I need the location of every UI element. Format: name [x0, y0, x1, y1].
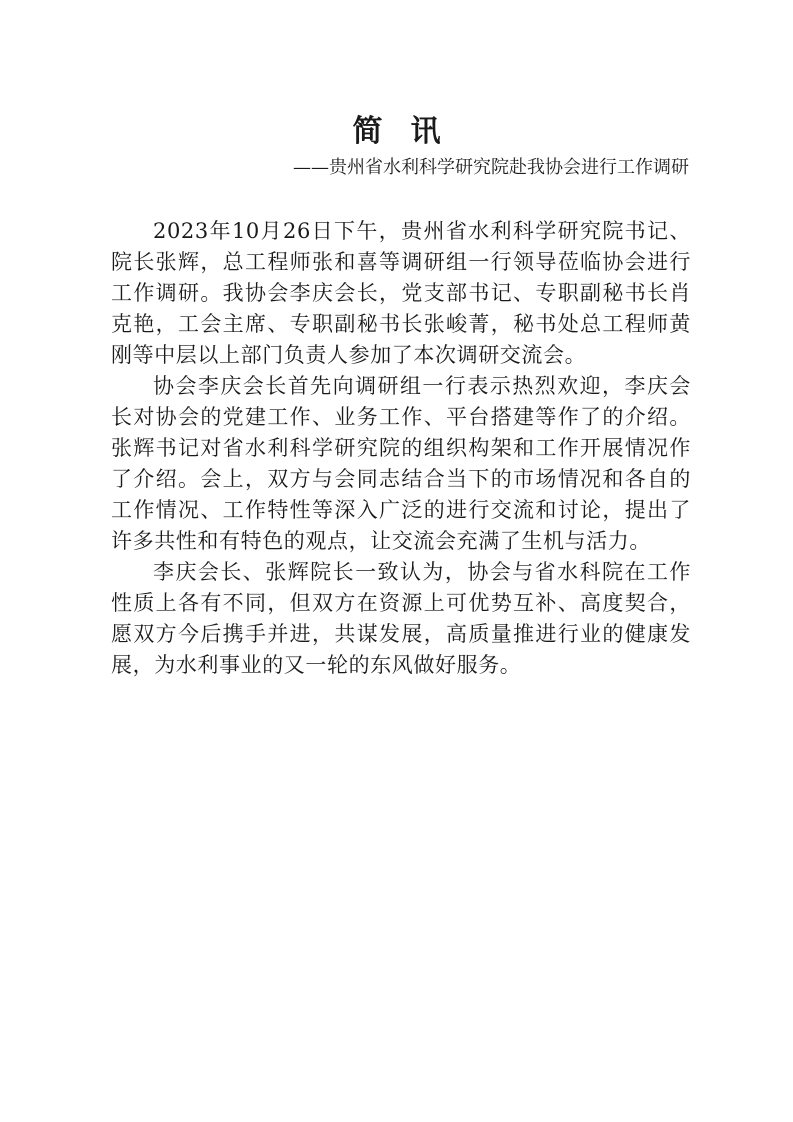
body-paragraph-3: 李庆会长、张辉院长一致认为，协会与省水科院在工作性质上各有不同，但双方在资源上可优势互补、高度契合，愿双方今后携手并进，共谋发展，高质量推进行业的健康发展，为水利事业的又一轮的东风做好服务。 — [111, 560, 691, 677]
body-paragraph-1: 2023年10月26日下午，贵州省水利科学研究院书记、院长张辉，总工程师张和喜等调研组一行领导莅临协会进行工作调研。我协会李庆会长，党支部书记、专职副秘书长肖克艳，工会主席、专职副秘书长张峻菁，秘书处总工程师黄刚等中层以上部门负责人参加了本次调研交流会。 — [111, 219, 691, 367]
document-body — [111, 216, 691, 681]
document-subtitle: ——贵州省水利科学研究院赴我协会进行工作调研 — [293, 157, 689, 178]
document-title: 简讯 — [352, 114, 469, 149]
body-paragraph-2: 协会李庆会长首先向调研组一行表示热烈欢迎，李庆会长对协会的党建工作、业务工作、平台搭建等作了的介绍。张辉书记对省水利科学研究院的组织构架和工作开展情况作了介绍。会上，双方与会同志结合当下的市场情况和各自的工作情况、工作特性等深入广泛的进行交流和讨论，提出了许多共性和有特色的观点，让交流会充满了生机与活力。 — [111, 374, 691, 553]
